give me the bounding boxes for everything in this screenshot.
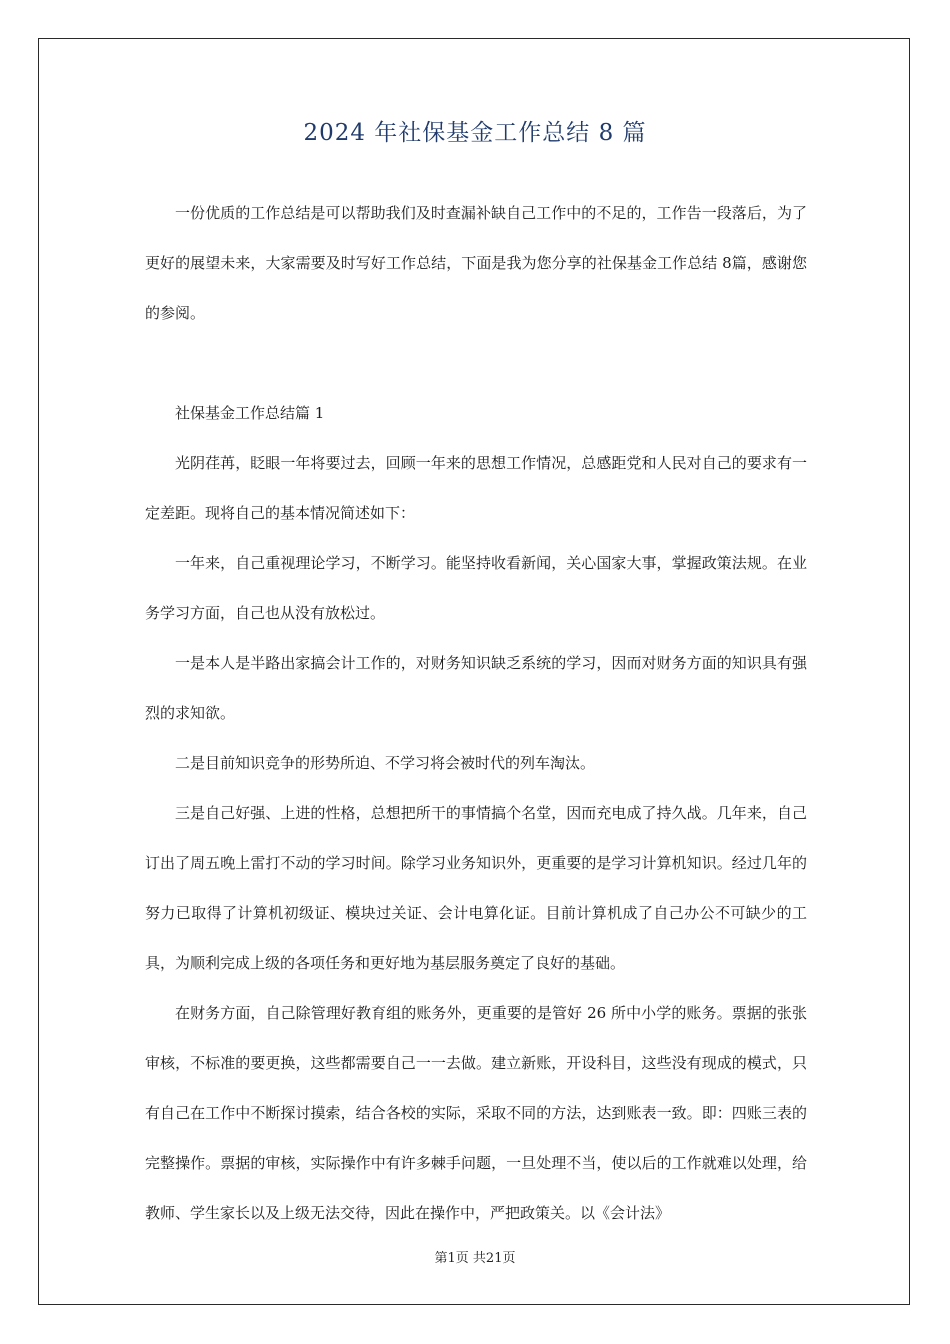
paragraph-1: 光阴荏苒，眨眼一年将要过去，回顾一年来的思想工作情况，总感距党和人民对自己的要求有一定差距。现将自己的基本情况简述如下： [145, 454, 807, 522]
paragraph-6: 在财务方面，自己除管理好教育组的账务外，更重要的是管好 26 所中小学的账务。票据的张张审核，不标准的要更换，这些都需要自己一一去做。建立新账，开设科目，这些没有现成的模式，只有自己在工作中不断探讨摸索，结合各校的实际，采取不同的方法，达到账表一致。即：四账三表的完整操作。票据的审核，实际操作中有许多棘手问题，一旦处理不当，使以后的工作就难以处理，给教师、学生家长以及上级无法交待，因此在操作中，严把政策关。以《会计法》 [145, 1004, 807, 1222]
paragraph-3: 一是本人是半路出家搞会计工作的，对财务知识缺乏系统的学习，因而对财务方面的知识具有强烈的求知欲。 [145, 654, 807, 722]
section-heading: 社保基金工作总结篇 1 [175, 404, 325, 422]
paragraph-5: 三是自己好强、上进的性格，总想把所干的事情搞个名堂，因而充电成了持久战。几年来，自己订出了周五晚上雷打不动的学习时间。除学习业务知识外，更重要的是学习计算机知识。经过几年的努力已取得了计算机初级证、模块过关证、会计电算化证。目前计算机成了自己办公不可缺少的工具，为顺利完成上级的各项任务和更好地为基层服务奠定了良好的基础。 [145, 804, 807, 972]
paragraph-4: 二是目前知识竞争的形势所迫、不学习将会被时代的列车淘汰。 [175, 754, 596, 772]
paragraph-2: 一年来，自己重视理论学习，不断学习。能坚持收看新闻，关心国家大事，掌握政策法规。在业务学习方面，自己也从没有放松过。 [145, 554, 807, 622]
page-footer: 第1页 共21页 [434, 1251, 516, 1266]
intro-paragraph: 一份优质的工作总结是可以帮助我们及时查漏补缺自己工作中的不足的，工作告一段落后，为了更好的展望未来，大家需要及时写好工作总结，下面是我为您分享的社保基金工作总结 8篇，感谢您的参阅。 [145, 204, 807, 322]
document-title: 2024 年社保基金工作总结 8 篇 [303, 120, 647, 146]
